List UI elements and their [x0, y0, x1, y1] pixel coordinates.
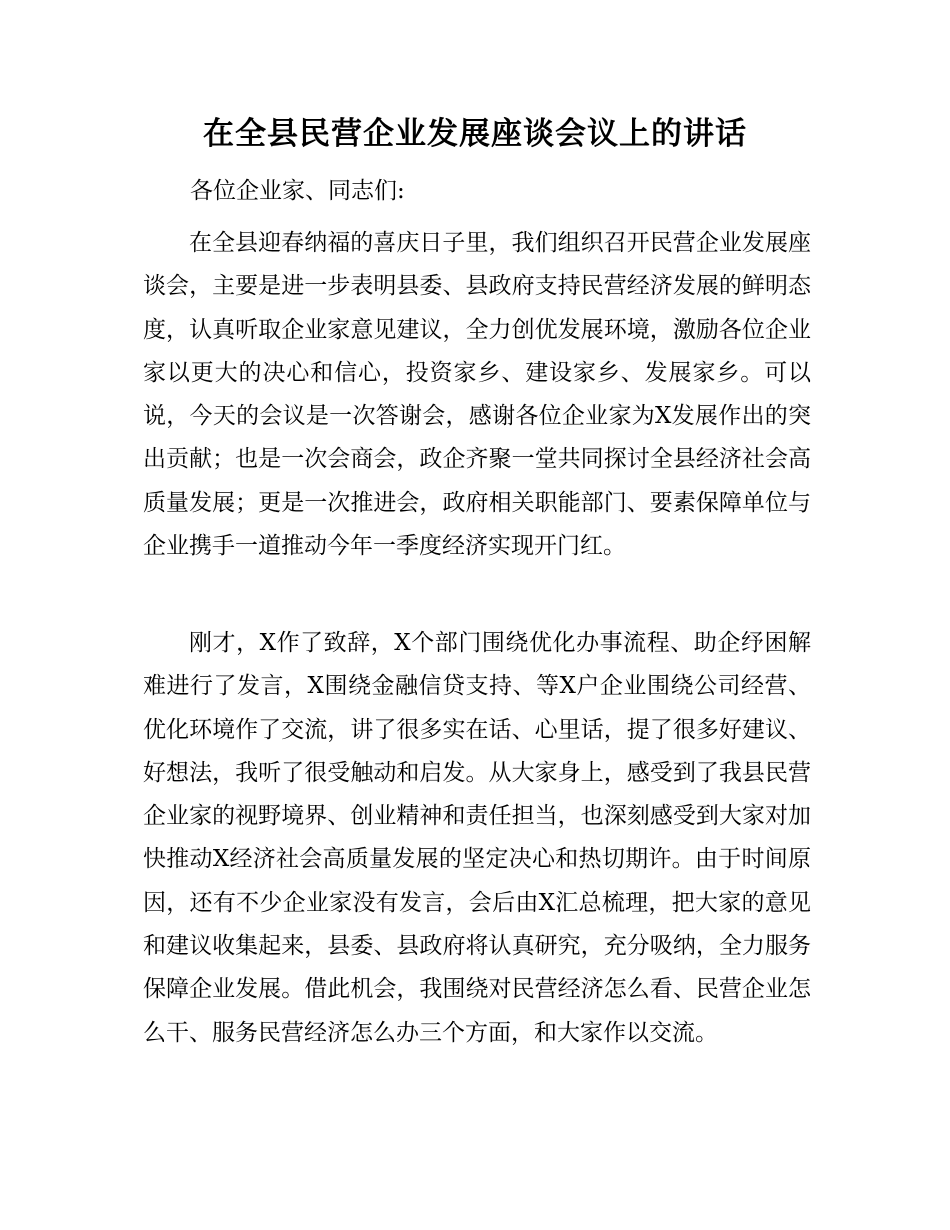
- paragraph-remarks: 刚才，X作了致辞，X个部门围绕优化办事流程、助企纾困解难进行了发言，X围绕金融信贷支持、等X户企业围绕公司经营、优化环境作了交流，讲了很多实在话、心里话，提了很多好建议、好想法，我听了很受触动和启发。从大家身上，感受到了我县民营企业家的视野境界、创业精神和责任担当，也深刻感受到大家对加快推动X经济社会高质量发展的坚定决心和热切期许。由于时间原因，还有不少企业家没有发言，会后由X汇总梳理，把大家的意见和建议收集起来，县委、县政府将认真研究，充分吸纳，全力服务保障企业发展。借此机会，我围绕对民营经济怎么看、民营企业怎么干、服务民营经济怎么办三个方面，和大家作以交流。: [143, 630, 811, 1046]
- document-title: 在全县民营企业发展座谈会议上的讲话: [203, 116, 747, 152]
- salutation: 各位企业家、同志们:: [190, 178, 405, 204]
- paragraph-opening: 在全县迎春纳福的喜庆日子里，我们组织召开民营企业发展座谈会，主要是进一步表明县委、县政府支持民营经济发展的鲜明态度，认真听取企业家意见建议，全力创优发展环境，激励各位企业家以更大的决心和信心，投资家乡、建设家乡、发展家乡。可以说，今天的会议是一次答谢会，感谢各位企业家为X发展作出的突出贡献；也是一次会商会，政企齐聚一堂共同探讨全县经济社会高质量发展；更是一次推进会，政府相关职能部门、要素保障单位与企业携手一道推动今年一季度经济实现开门红。: [143, 230, 811, 560]
